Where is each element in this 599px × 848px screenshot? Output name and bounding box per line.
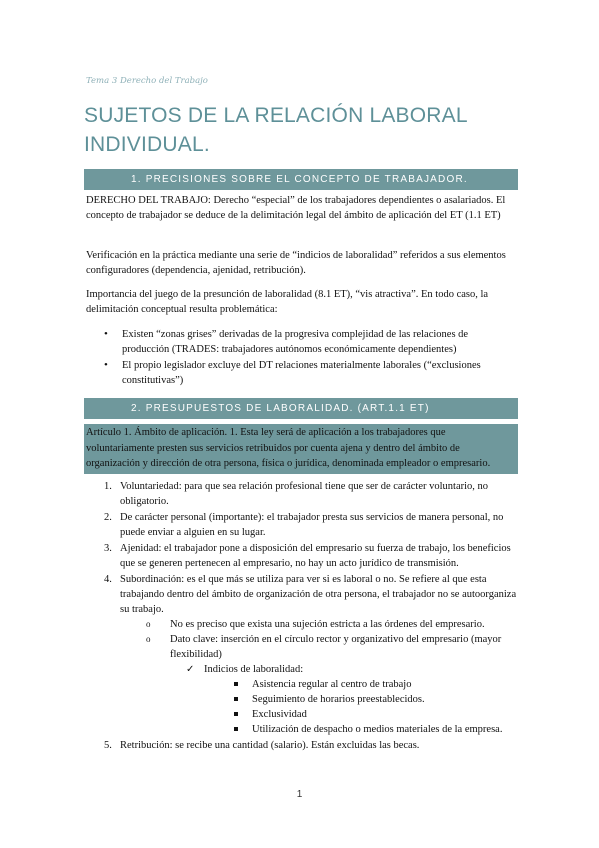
item-text: Ajenidad: el trabajador pone a disposición del empresario su fuerza de trabajo, los beneficios que se generen pertenecen al empresario, no hay un acto jurídico de transmisión. <box>120 543 511 569</box>
list-item <box>104 541 518 571</box>
sublist-text: No es preciso que exista una sujeción estricta a las órdenes del empresario. <box>170 619 485 630</box>
indicio-item <box>234 692 518 707</box>
indicio-text: Seguimiento de horarios preestablecidos. <box>252 694 425 705</box>
item-number: 2. <box>104 512 112 523</box>
item-text: De carácter personal (importante): el trabajador presta sus servicios de manera personal, no puede enviar a alguien en su lugar. <box>120 512 504 538</box>
sublist-item <box>144 617 518 632</box>
indicio-text: Exclusividad <box>252 709 307 720</box>
page-title: SUJETOS DE LA RELACIÓN LABORAL INDIVIDUAL. <box>84 104 467 156</box>
list-item <box>104 738 518 753</box>
list-item <box>104 510 518 540</box>
paragraph-presuncion: Importancia del juego de la presunción de laboralidad (8.1 ET), “vis atractiva”. En todo caso, la delimitación conceptual resulta problemática: <box>86 289 489 315</box>
circle-bullet-icon: o <box>146 619 151 629</box>
section-heading-2: 2. PRESUPUESTOS DE LABORALIDAD. (ART.1.1 ET) <box>84 398 518 419</box>
presupuestos-list <box>104 479 518 754</box>
indicio-text: Asistencia regular al centro de trabajo <box>252 679 412 690</box>
paragraph-derecho: DERECHO DEL TRABAJO: Derecho “especial” de los trabajadores dependientes o asalariados. El concepto de trabajador se deduce de la delimitación legal del ámbito de aplicación del ET (1.1 ET) <box>86 195 506 221</box>
circle-bullet-icon: o <box>146 634 151 644</box>
subordinacion-sublist <box>120 617 518 737</box>
item-text: Retribución: se recibe una cantidad (salario). Están excluidas las becas. <box>120 740 420 751</box>
check-item <box>186 662 518 737</box>
item-number: 1. <box>104 481 112 492</box>
sublist-text: Dato clave: inserción en el círculo rector y organizativo del empresario (mayor flexibilidad) <box>170 634 502 660</box>
list-item <box>104 572 518 737</box>
bullet-list <box>104 327 514 389</box>
indicio-item <box>234 677 518 692</box>
sublist-item <box>144 632 518 737</box>
square-bullet-icon <box>234 682 238 686</box>
item-number: 4. <box>104 574 112 585</box>
item-text: Voluntariedad: para que sea relación profesional tiene que ser de carácter voluntario, no obligatorio. <box>120 481 489 507</box>
checkmark-icon: ✓ <box>186 664 195 675</box>
running-header: Tema 3 Derecho del Trabajo <box>86 76 208 86</box>
section-heading-1: 1. PRECISIONES SOBRE EL CONCEPTO DE TRABAJADOR. <box>84 169 518 190</box>
item-text: Subordinación: es el que más se utiliza para ver si es laboral o no. Se refiere al que esta trabajando dentro del ámbito de organización de otra persona, el trabajador no se autoorganiza su trabajo. <box>120 574 517 615</box>
square-bullet-icon <box>234 697 238 701</box>
square-bullet-icon <box>234 712 238 716</box>
paragraph-verificacion: Verificación en la práctica mediante una serie de “indicios de laboralidad” referidos a sus elementos configuradores (dependencia, ajenidad, retribución). <box>86 250 506 276</box>
item-number: 3. <box>104 543 112 554</box>
indicio-text: Utilización de despacho o medios materiales de la empresa. <box>252 724 503 735</box>
bullet-item: • Existen “zonas grises” derivadas de la progresiva complejidad de las relaciones de producción (TRADES: trabajadores autónomos económicamente dependientes) <box>104 327 514 357</box>
list-item <box>104 479 518 509</box>
check-list <box>170 662 518 737</box>
bullet-item: • El propio legislador excluye del DT relaciones materialmente laborales (“exclusiones constitutivas”) <box>104 358 514 388</box>
item-number: 5. <box>104 740 112 751</box>
indicios-list <box>204 677 518 737</box>
indicio-item <box>234 722 518 737</box>
page-number: 1 <box>296 789 303 800</box>
indicio-item <box>234 707 518 722</box>
article-quote-box: Artículo 1. Ámbito de aplicación. 1. Esta ley será de aplicación a los trabajadores que voluntariamente presten sus servicios retribuidos por cuenta ajena y dentro del ámbito de organización y dirección de otra persona, física o jurídica, denominada empleador o empresario. <box>84 424 518 474</box>
check-text: Indicios de laboralidad: <box>204 664 304 675</box>
square-bullet-icon <box>234 727 238 731</box>
